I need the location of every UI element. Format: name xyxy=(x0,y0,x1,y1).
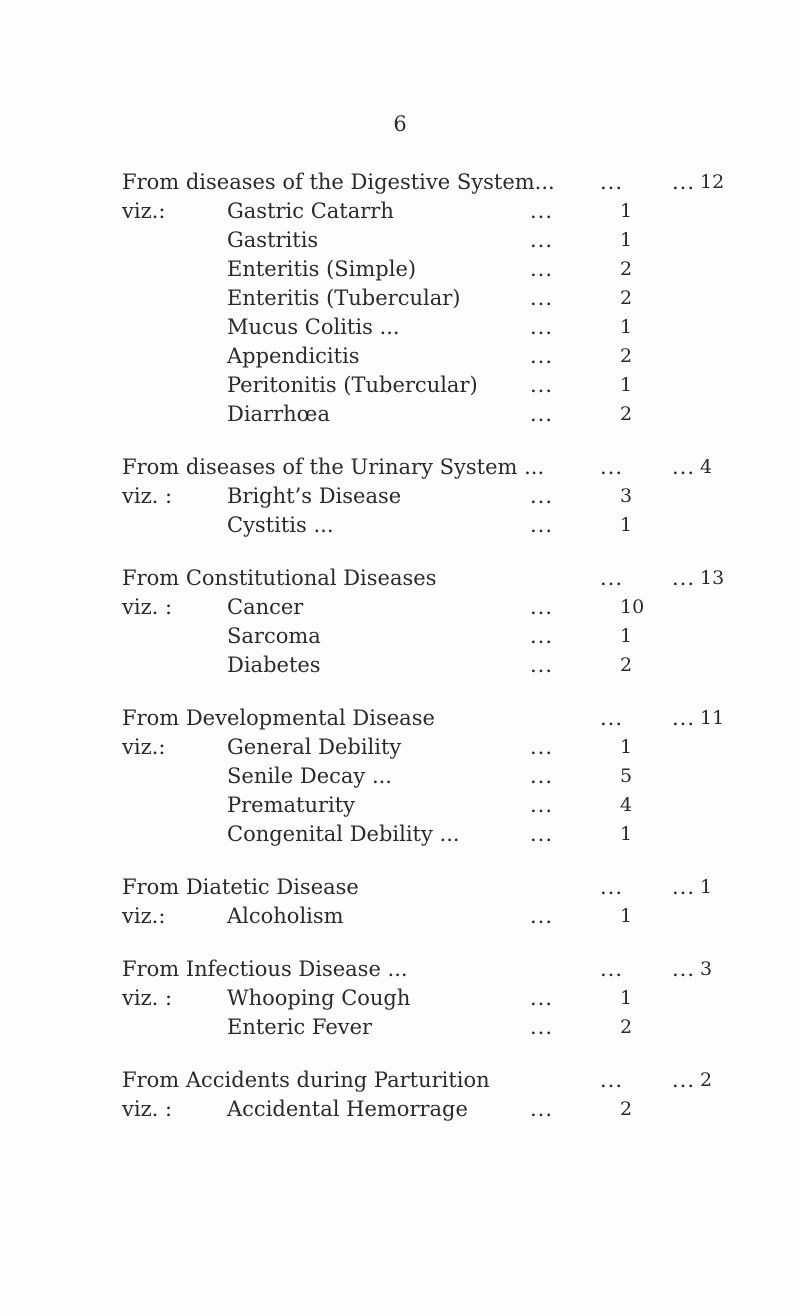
viz-label: viz.: xyxy=(122,904,166,928)
group-heading: From Constitutional Diseases xyxy=(122,566,437,590)
cause-group xyxy=(0,168,800,429)
cause-label: Whooping Cough xyxy=(227,986,411,1010)
cause-label: General Debility xyxy=(227,735,402,759)
cause-row xyxy=(0,1095,800,1124)
cause-row xyxy=(0,197,800,226)
leader-dots: ... xyxy=(530,402,554,426)
leader-dots: ... xyxy=(600,170,624,194)
leader-dots: ... xyxy=(530,735,554,759)
cause-count: 3 xyxy=(620,485,633,507)
group-heading: From Infectious Disease ... xyxy=(122,957,408,981)
cause-count: 2 xyxy=(620,287,633,309)
cause-row xyxy=(0,313,800,342)
leader-dots: ... xyxy=(600,455,624,479)
cause-row xyxy=(0,400,800,429)
leader-dots: ... xyxy=(600,1068,624,1092)
group-total: 12 xyxy=(700,171,725,193)
leader-dots: ... xyxy=(530,904,554,928)
cause-label: Senile Decay ... xyxy=(227,764,392,788)
cause-label: Accidental Hemorrage xyxy=(227,1097,468,1121)
leader-dots: ... xyxy=(530,484,554,508)
cause-row xyxy=(0,255,800,284)
cause-row xyxy=(0,651,800,680)
cause-count: 1 xyxy=(620,374,633,396)
cause-label: Sarcoma xyxy=(227,624,321,648)
cause-label: Enteritis (Simple) xyxy=(227,257,417,281)
cause-count: 1 xyxy=(620,200,633,222)
leader-dots: ... xyxy=(600,706,624,730)
leader-dots: ... xyxy=(530,228,554,252)
group-heading: From diseases of the Urinary System ... xyxy=(122,455,545,479)
leader-dots: ... xyxy=(530,286,554,310)
cause-row xyxy=(0,511,800,540)
group-heading-row xyxy=(0,453,800,482)
cause-count: 10 xyxy=(620,596,645,618)
group-heading-row xyxy=(0,1066,800,1095)
mortality-list xyxy=(0,168,800,1148)
viz-label: viz.: xyxy=(122,735,166,759)
leader-dots: ... xyxy=(600,875,624,899)
cause-count: 1 xyxy=(620,514,633,536)
viz-label: viz. : xyxy=(122,484,173,508)
group-total: 3 xyxy=(700,958,713,980)
leader-dots: ... xyxy=(530,513,554,537)
cause-label: Alcoholism xyxy=(227,904,344,928)
group-heading: From Accidents during Parturition xyxy=(122,1068,490,1092)
cause-count: 2 xyxy=(620,403,633,425)
group-heading-row xyxy=(0,564,800,593)
leader-dots: ... xyxy=(672,566,696,590)
group-heading: From Developmental Disease xyxy=(122,706,435,730)
viz-label: viz. : xyxy=(122,1097,173,1121)
cause-row xyxy=(0,902,800,931)
cause-label: Enteritis (Tubercular) xyxy=(227,286,461,310)
cause-row xyxy=(0,342,800,371)
cause-group xyxy=(0,564,800,680)
leader-dots: ... xyxy=(530,257,554,281)
group-heading-row xyxy=(0,873,800,902)
cause-row xyxy=(0,371,800,400)
group-heading-row xyxy=(0,168,800,197)
group-heading-row xyxy=(0,955,800,984)
group-total: 2 xyxy=(700,1069,713,1091)
cause-label: Diarrhœa xyxy=(227,402,330,426)
cause-label: Mucus Colitis ... xyxy=(227,315,400,339)
viz-label: viz.: xyxy=(122,199,166,223)
cause-label: Diabetes xyxy=(227,653,321,677)
leader-dots: ... xyxy=(672,957,696,981)
cause-label: Prematurity xyxy=(227,793,356,817)
leader-dots: ... xyxy=(672,455,696,479)
cause-count: 2 xyxy=(620,1098,633,1120)
cause-label: Peritonitis (Tubercular) xyxy=(227,373,478,397)
cause-count: 4 xyxy=(620,794,633,816)
cause-count: 2 xyxy=(620,258,633,280)
leader-dots: ... xyxy=(530,986,554,1010)
leader-dots: ... xyxy=(530,344,554,368)
leader-dots: ... xyxy=(530,822,554,846)
leader-dots: ... xyxy=(530,624,554,648)
leader-dots: ... xyxy=(530,1097,554,1121)
cause-row xyxy=(0,482,800,511)
cause-label: Bright’s Disease xyxy=(227,484,402,508)
cause-count: 1 xyxy=(620,987,633,1009)
cause-group xyxy=(0,955,800,1042)
cause-label: Appendicitis xyxy=(227,344,360,368)
cause-label: Cancer xyxy=(227,595,304,619)
cause-row xyxy=(0,791,800,820)
cause-row xyxy=(0,820,800,849)
group-heading: From Diatetic Disease xyxy=(122,875,359,899)
cause-label: Enteric Fever xyxy=(227,1015,373,1039)
cause-row xyxy=(0,593,800,622)
leader-dots: ... xyxy=(672,1068,696,1092)
cause-count: 1 xyxy=(620,229,633,251)
leader-dots: ... xyxy=(600,957,624,981)
cause-count: 1 xyxy=(620,316,633,338)
group-heading: From diseases of the Digestive System... xyxy=(122,170,555,194)
cause-count: 1 xyxy=(620,736,633,758)
viz-label: viz. : xyxy=(122,595,173,619)
leader-dots: ... xyxy=(530,793,554,817)
leader-dots: ... xyxy=(530,764,554,788)
leader-dots: ... xyxy=(530,199,554,223)
leader-dots: ... xyxy=(530,373,554,397)
cause-count: 1 xyxy=(620,625,633,647)
leader-dots: ... xyxy=(530,1015,554,1039)
group-total: 1 xyxy=(700,876,713,898)
cause-label: Gastric Catarrh xyxy=(227,199,394,223)
cause-row xyxy=(0,762,800,791)
cause-group xyxy=(0,704,800,849)
cause-group xyxy=(0,873,800,931)
leader-dots: ... xyxy=(672,875,696,899)
cause-label: Congenital Debility ... xyxy=(227,822,460,846)
cause-count: 2 xyxy=(620,654,633,676)
cause-group xyxy=(0,453,800,540)
viz-label: viz. : xyxy=(122,986,173,1010)
group-heading-row xyxy=(0,704,800,733)
leader-dots: ... xyxy=(600,566,624,590)
cause-count: 2 xyxy=(620,1016,633,1038)
cause-row xyxy=(0,226,800,255)
cause-row xyxy=(0,622,800,651)
leader-dots: ... xyxy=(530,315,554,339)
cause-label: Cystitis ... xyxy=(227,513,334,537)
cause-row xyxy=(0,1013,800,1042)
page-number: 6 xyxy=(393,112,407,136)
cause-count: 1 xyxy=(620,823,633,845)
cause-count: 5 xyxy=(620,765,633,787)
cause-row xyxy=(0,984,800,1013)
cause-count: 2 xyxy=(620,345,633,367)
cause-count: 1 xyxy=(620,905,633,927)
leader-dots: ... xyxy=(672,170,696,194)
cause-group xyxy=(0,1066,800,1124)
cause-row xyxy=(0,284,800,313)
group-total: 13 xyxy=(700,567,725,589)
leader-dots: ... xyxy=(530,595,554,619)
cause-row xyxy=(0,733,800,762)
leader-dots: ... xyxy=(672,706,696,730)
group-total: 11 xyxy=(700,707,725,729)
group-total: 4 xyxy=(700,456,713,478)
cause-label: Gastritis xyxy=(227,228,319,252)
leader-dots: ... xyxy=(530,653,554,677)
